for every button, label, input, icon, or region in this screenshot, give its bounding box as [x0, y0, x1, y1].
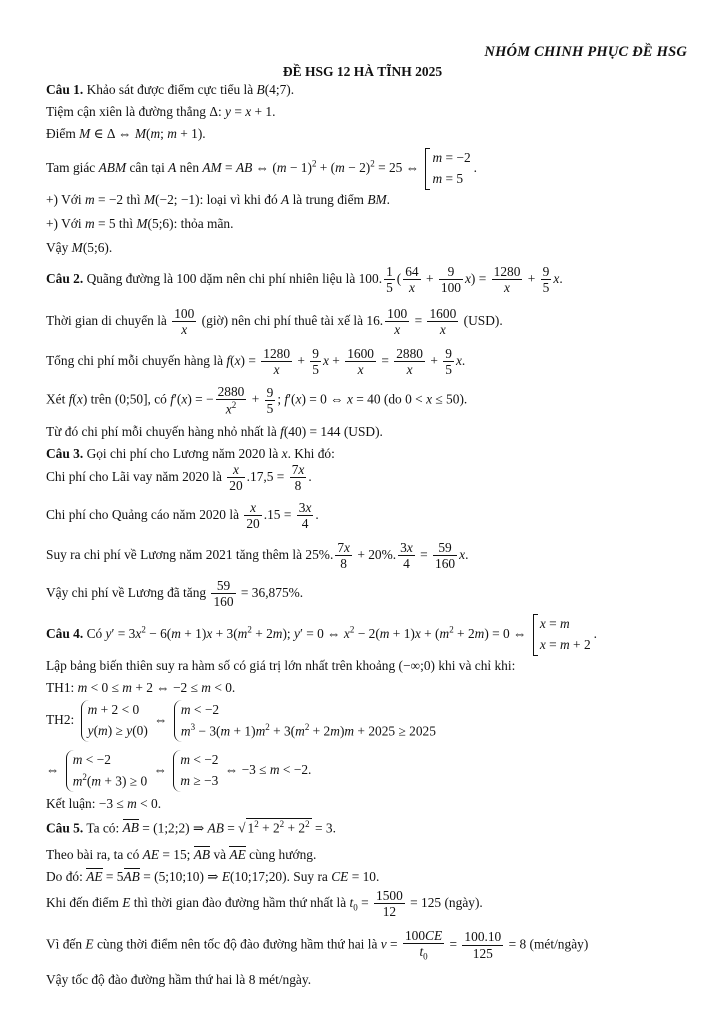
q4-line-1: Câu 4. Có $y' = 3x^2 - 6(m + 1)x + 3(m^2 + 2m)$; y′ = 0 ⇔ $x^2 - 2(m + 1)x + (m^2 + 2m) = 0$ ⇔ x = m x = m + 2 .: [46, 614, 597, 656]
q5-line-3: Do đó: AE = 5AB = (5;10;10) ⇒ E(10;17;20). Suy ra CE = 10.: [46, 869, 380, 884]
q1-line-1: Câu 1. Khảo sát được điểm cực tiểu là B(4;7).: [46, 82, 295, 97]
q1-line-4: Tam giác ABM cân tại A nên AM = AB ⇔ $(m - 1)^2 + (m - 2)^2 = 25$ ⇔ m = −2 m = 5 .: [46, 148, 477, 190]
q1-line-2: Tiệm cận xiên là đường thẳng Δ: y = x + 1.: [46, 104, 276, 119]
document-title: ĐỀ HSG 12 HÀ TĨNH 2025: [282, 64, 443, 79]
q1-line-6: +) Với m = 5 thì M(5;6): thỏa mãn.: [46, 216, 234, 231]
q2-line-3: Tổng chi phí mỗi chuyến hàng là f(x) = $\frac{1280}{x}$ + $\frac{9}{5}$ x + $\frac{1600}{x}$ = $\frac{2880}{x}$ + $\frac{9}{5}$ x.: [46, 346, 466, 378]
q2-line-4: Xét f(x) trên (0;50], có f′(x) = − $\frac{2880}{x^2}$ + $\frac{9}{5}$ ; f′(x) = 0 ⇔ x = 40 (do 0 < x ≤ 50).: [46, 384, 468, 417]
q4-line-6: Kết luận: −3 ≤ m < 0.: [46, 796, 162, 811]
q2-label: Câu 2.: [46, 270, 84, 286]
q5-line-6: Vậy tốc độ đào đường hầm thứ hai là 8 mét/ngày.: [46, 972, 312, 987]
q3-label: Câu 3.: [46, 446, 84, 461]
q2-line-1: Câu 2. Quãng đường là 100 dặm nên chi phí nhiên liệu là 100. $\frac{1}{5}$ ( $\frac{64}{x}$ + $\frac{9}{100}$ x) = $\frac{1280}{x}$ + $\frac{9}{5}$ x.: [46, 264, 563, 296]
q1-line-7: Vậy M(5;6).: [46, 240, 113, 255]
q3-line-2: Chi phí cho Lãi vay năm 2020 là $\frac{x}{20}$ .17,5 = $\frac{7x}{8}$ .: [46, 462, 312, 494]
q3-line-5: Vậy chi phí về Lương đã tăng $\frac{59}{160}$ = 36,875%.: [46, 578, 304, 610]
group-header: NHÓM CHINH PHỤC ĐỀ HSG: [484, 44, 687, 60]
q4-line-3: TH1: m < 0 ≤ m + 2 ⇔ −2 ≤ m < 0.: [46, 680, 236, 695]
q1-label: Câu 1.: [46, 82, 84, 97]
q4-label: Câu 4.: [46, 625, 84, 641]
q4-line-4: TH2: m + 2 < 0 y(m) ≥ y(0) ⇔ m < −2 $m^3 - 3(m + 1)m^2 + 3(m^2 + 2m)m + 2025 \ge 2025$: [46, 700, 439, 742]
q5-line-4: Khi đến điểm E thì thời gian đào đường hầm thứ nhất là $t_0$ = $\frac{1500}{12}$ = 125 (ngày).: [46, 888, 483, 920]
q2-line-5: Từ đó chi phí mỗi chuyến hàng nhỏ nhất là f(40) = 144 (USD).: [46, 424, 383, 439]
q3-line-4: Suy ra chi phí về Lương năm 2021 tăng thêm là 25%. $\frac{7x}{8}$ + 20%. $\frac{3x}{4}$ = $\frac{59}{160}$ x.: [46, 540, 469, 572]
q5-line-2: Theo bài ra, ta có AE = 15; AB và AE cùng hướng.: [46, 847, 317, 862]
q4-line-5: ⇔ m < −2 $m^2(m + 3) \ge 0$ ⇔ m < −2 m ≥ −3 ⇔ −3 ≤ m < −2.: [46, 750, 311, 792]
q1-line-5: +) Với m = −2 thì M(−2; −1): loại vì khi đó A là trung điểm BM.: [46, 192, 391, 207]
q3-line-3: Chi phí cho Quảng cáo năm 2020 là $\frac{x}{20}$ .15 = $\frac{3x}{4}$ .: [46, 500, 319, 532]
q4-line-2: Lập bảng biến thiên suy ra hàm số có giá trị lớn nhất trên khoảng (−∞;0) khi và chỉ khi:: [46, 658, 516, 673]
q5-line-5: Vì đến E cùng thời điểm nên tốc độ đào đường hầm thứ hai là v = $\frac{100CE}{t_0}$ = $\frac{100.10}{125}$ = 8 (mét/ngày): [46, 928, 589, 963]
q3-line-1: Câu 3. Gọi chi phí cho Lương năm 2020 là x. Khi đó:: [46, 446, 335, 461]
q5-label: Câu 5.: [46, 820, 84, 836]
q1-line-3: Điểm M ∈ Δ ⇔ M(m; m + 1).: [46, 126, 206, 141]
q5-line-1: Câu 5. Ta có: AB = (1;2;2) ⇒ AB = √ $1^2 + 2^2 + 2^2 = 3$.: [46, 819, 336, 836]
q2-line-2: Thời gian di chuyển là $\frac{100}{x}$ (giờ) nên chi phí thuê tài xế là 16. $\frac{100}{x}$ = $\frac{1600}{x}$ (USD).: [46, 306, 503, 338]
